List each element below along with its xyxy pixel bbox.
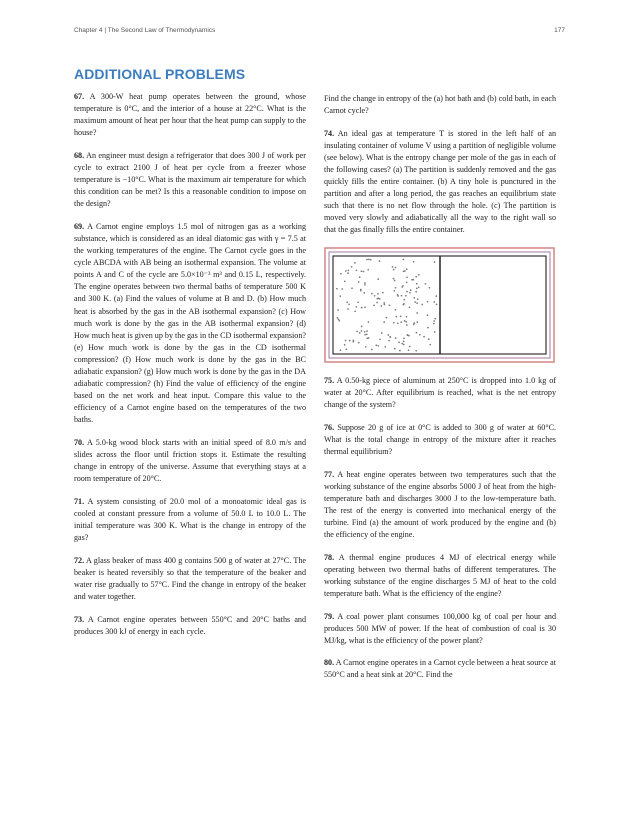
gas-molecule xyxy=(412,279,414,281)
problem-text: A heat engine operates between two temperatures such that the working substance of the engine absorbs 5000 J of heat from the high-temperature bath and discharges 3000 J to the low-temperature bath. The rest of the energy is converted into mechanical energy of the turbine. Find (a) the amount of work produced by the engine and (b) the efficiency of the engine. xyxy=(324,469,556,540)
gas-molecule xyxy=(416,321,418,323)
gas-molecule xyxy=(376,298,378,300)
problem-74 xyxy=(324,128,556,237)
gas-molecule xyxy=(413,261,415,263)
gas-molecule xyxy=(410,289,412,291)
gas-molecule xyxy=(434,261,436,263)
gas-molecule xyxy=(344,344,346,346)
gas-molecule xyxy=(397,322,399,324)
gas-molecule xyxy=(345,270,347,272)
problem-text: A glass beaker of mass 400 g contains 500 g of water at 27°C. The beaker is heated reversibly so that the temperature of the beaker and water rise gradually to 57°C. Find the change in entropy of the beaker and water together. xyxy=(74,555,306,601)
gas-molecule xyxy=(345,348,347,350)
gas-molecule xyxy=(393,322,395,324)
gas-molecule xyxy=(409,292,411,294)
gas-molecule xyxy=(408,349,410,351)
gas-molecule xyxy=(398,341,400,343)
gas-molecule xyxy=(434,331,436,333)
gas-molecule xyxy=(377,278,379,280)
gas-molecule xyxy=(403,304,405,306)
gas-molecule xyxy=(433,323,435,325)
gas-molecule xyxy=(415,291,417,293)
gas-molecule xyxy=(351,266,353,268)
gas-molecule xyxy=(347,308,349,310)
problem-number: 70. xyxy=(74,437,85,447)
gas-molecule xyxy=(404,320,406,322)
gas-molecule xyxy=(429,344,431,346)
gas-molecule xyxy=(356,306,358,308)
gas-molecule xyxy=(394,309,396,311)
gas-molecule xyxy=(383,302,385,304)
problem-number: 80. xyxy=(324,658,335,668)
gas-molecule xyxy=(395,337,397,339)
gas-molecule xyxy=(368,259,370,261)
gas-molecule xyxy=(382,292,384,294)
problem-text: A 0.50-kg piece of aluminum at 250°C is dropped into 1.0 kg of water at 20°C. After equilibrium is reached, what is the net entropy change of the system? xyxy=(324,376,556,410)
gas-molecule xyxy=(393,278,395,280)
gas-molecule xyxy=(365,346,367,348)
problem-72 xyxy=(74,555,306,603)
gas-molecule xyxy=(425,283,427,285)
gas-molecule xyxy=(352,341,354,343)
gas-molecule xyxy=(421,304,423,306)
problem-number: 71. xyxy=(74,496,85,506)
problem-76 xyxy=(324,422,556,458)
gas-molecule xyxy=(361,307,363,309)
gas-molecule xyxy=(354,310,356,312)
gas-molecule xyxy=(359,332,361,334)
problem-number: 72. xyxy=(74,555,85,565)
gas-molecule xyxy=(381,332,383,334)
gas-molecule xyxy=(357,301,359,303)
gas-molecule xyxy=(403,337,405,339)
gas-molecule xyxy=(406,291,408,293)
chapter-header: Chapter 4 | The Second Law of Thermodynamics xyxy=(74,27,216,34)
gas-molecule xyxy=(389,304,391,306)
gas-molecule xyxy=(348,304,350,306)
gas-molecule xyxy=(417,298,419,300)
right-column xyxy=(324,93,556,692)
problem-text: A system consisting of 20.0 mol of a monoatomic ideal gas is cooled at constant pressure from a volume of 50.0 L to 10.0 L. The initial temperature was 300 K. What is the change in entropy of the gas? xyxy=(74,496,306,543)
gas-molecule xyxy=(386,317,388,319)
problem-number: 67. xyxy=(74,92,85,101)
gas-molecule xyxy=(344,281,346,283)
gas-molecule xyxy=(364,306,366,308)
gas-molecule xyxy=(366,259,368,261)
gas-molecule xyxy=(379,339,381,341)
problem-71 xyxy=(74,496,306,544)
gas-molecule xyxy=(397,295,399,297)
gas-molecule xyxy=(384,346,386,348)
gas-molecule xyxy=(368,337,370,339)
problem-69 xyxy=(74,221,306,427)
gas-molecule xyxy=(416,288,418,290)
container-diagram xyxy=(324,247,555,363)
gas-molecule xyxy=(338,320,340,322)
gas-molecule xyxy=(346,301,348,303)
problem-80 xyxy=(324,657,556,681)
problem-text: A thermal engine produces 4 MJ of electrical energy while operating between two thermal baths of different temperatures. The working substance of the engine discharges 5 MJ of heat to the cold temperature bath. What is the efficiency of the engine? xyxy=(324,552,557,598)
gas-molecule xyxy=(367,269,369,271)
problem-number: 69. xyxy=(74,221,85,231)
gas-molecule xyxy=(416,302,418,304)
problem-68 xyxy=(74,150,306,210)
gas-molecule xyxy=(406,276,408,278)
gas-molecule xyxy=(433,320,435,322)
gas-molecule xyxy=(371,293,373,295)
container-partition-figure xyxy=(324,247,555,363)
gas-molecule xyxy=(363,271,365,273)
gas-molecule xyxy=(379,260,381,262)
gas-molecule xyxy=(371,349,373,351)
left-column xyxy=(74,91,306,648)
gas-molecule xyxy=(403,270,405,272)
gas-molecule xyxy=(403,299,405,301)
gas-molecule xyxy=(356,331,358,333)
gas-molecule xyxy=(356,269,358,271)
gas-molecule xyxy=(351,287,353,289)
gas-molecule xyxy=(403,344,405,346)
gas-molecule xyxy=(390,336,392,338)
gas-molecule xyxy=(336,288,338,290)
gas-molecule xyxy=(340,349,342,351)
gas-molecule xyxy=(434,318,436,320)
gas-molecule xyxy=(360,290,362,292)
gas-molecule xyxy=(376,302,378,304)
gas-molecule xyxy=(413,297,415,299)
gas-molecule xyxy=(379,298,381,300)
problem-number: 68. xyxy=(74,150,85,160)
gas-molecule xyxy=(383,321,385,323)
problem-text: A 300-W heat pump operates between the ground, whose temperature is 0°C, and the interior of a house at 22°C. What is the maximum amount of heat per hour that the heat pump can supply to the house? xyxy=(74,92,306,138)
gas-molecule xyxy=(435,295,437,297)
gas-molecule xyxy=(341,288,343,290)
gas-molecule xyxy=(340,273,342,275)
gas-molecule xyxy=(428,338,430,340)
gas-molecule xyxy=(337,309,339,311)
gas-molecule xyxy=(402,285,404,287)
problem-text: An engineer must design a refrigerator that does 300 J of work per cycle to extract 2100 J of heat per cycle from a freezer whose temperature is −10°C. What is the maximum air temperature for which this condition can be met? Is this a reasonable condition to impose on the design? xyxy=(74,150,306,209)
problem-78 xyxy=(324,552,556,600)
problem-77 xyxy=(324,469,556,542)
problem-number: 79. xyxy=(324,611,335,621)
gas-molecule xyxy=(401,295,403,297)
gas-molecule xyxy=(418,286,420,288)
gas-molecule xyxy=(347,272,349,274)
gas-molecule xyxy=(361,270,363,272)
problem-73 xyxy=(74,614,306,638)
gas-molecule xyxy=(388,340,390,342)
gas-molecule xyxy=(405,295,407,297)
gas-molecule xyxy=(419,334,421,336)
gas-molecule xyxy=(337,317,339,319)
gas-molecule xyxy=(392,266,394,268)
gas-molecule xyxy=(416,332,418,334)
gas-molecule xyxy=(403,259,405,261)
gas-molecule xyxy=(361,326,363,328)
gas-molecule xyxy=(433,301,435,303)
gas-molecule xyxy=(364,331,366,333)
gas-molecule xyxy=(396,316,398,318)
problem-70 xyxy=(74,437,306,485)
gas-molecule xyxy=(406,324,408,326)
gas-molecule xyxy=(374,295,376,297)
gas-molecule xyxy=(345,340,347,342)
gas-molecule xyxy=(405,321,407,323)
problem-number: 78. xyxy=(324,552,335,562)
gas-molecule xyxy=(400,321,402,323)
gas-molecule xyxy=(366,330,368,332)
gas-molecule xyxy=(423,336,425,338)
gas-molecule xyxy=(415,276,417,278)
gas-molecule xyxy=(380,305,382,307)
gas-molecule xyxy=(359,276,361,278)
problem-text: A Carnot engine employs 1.5 mol of nitrogen gas as a working substance, which is considered as an ideal diatomic gas with γ = 7.5 at the working temperatures of the engine. The Carnot cycle goes in the cycle ABCDA with AB being an isothermal expansion. The volume at points A and C of the cycle are 5.0×10⁻³ m³ and 0.15 L, respectively. The engine operates between two thermal baths of temperature 500 K and 300 K. (a) Find the values of volume at B and D. (b) How much heat is absorbed by the gas in the AB isothermal expansion? (c) How much work is done by the gas in the AB isothermal expansion? (d) How much heat is given up by the gas in the CD isothermal expansion? (e) How much work is done by the gas in the CD isothermal compression? (f) How much work is done by the gas in the BC adiabatic expansion? (g) How much work is done by the gas in the DA adiabatic compression? (h) Find the value of efficiency of the engine based on the net work and heat input. Compare this value to the efficiency of a Carnot engine based on the temperatures of the two baths. xyxy=(74,221,306,425)
gas-molecule xyxy=(399,350,401,352)
problem-number: 75. xyxy=(324,376,335,386)
gas-molecule xyxy=(406,316,408,318)
gas-molecule xyxy=(427,327,429,329)
problem-number: 77. xyxy=(324,469,335,479)
gas-molecule xyxy=(393,269,395,271)
gas-molecule xyxy=(416,312,418,314)
problem-text: A Carnot engine operates in a Carnot cycle between a heat source at 550°C and a heat sink at 20°C. Find the xyxy=(324,658,557,680)
problem-text: Suppose 20 g of ice at 0°C is added to 300 g of water at 60°C. What is the total change in entropy of the mixture after it reaches thermal equilibrium? xyxy=(324,422,557,456)
problem-79 xyxy=(324,611,556,647)
gas-molecule xyxy=(413,322,415,324)
problem-text: A 5.0-kg wood block starts with an initial speed of 8.0 m/s and slides across the floor until friction stops it. Estimate the resulting change in entropy of the universe. Assume that everything stays at a room temperature of 20°C. xyxy=(74,437,306,484)
gas-molecule xyxy=(377,293,379,295)
gas-molecule xyxy=(416,283,418,285)
section-title: ADDITIONAL PROBLEMS xyxy=(74,66,246,82)
gas-molecule xyxy=(394,348,396,350)
gas-molecule xyxy=(358,342,360,344)
gas-molecule xyxy=(395,287,397,289)
gas-molecule xyxy=(427,314,429,316)
gas-molecule xyxy=(373,305,375,307)
gas-molecule xyxy=(364,282,366,284)
gas-molecule xyxy=(364,334,366,336)
gas-molecule xyxy=(406,282,408,284)
gas-molecule xyxy=(409,307,411,309)
gas-molecule xyxy=(349,340,351,342)
gas-molecule xyxy=(400,316,402,318)
gas-molecule xyxy=(415,350,417,352)
problem-text: An ideal gas at temperature T is stored in the left half of an insulating container of volume V using a partition of negligible volume (see below). What is the entropy change per mole of the gas in each of the following cases? (a) The partition is suddenly removed and the gas quickly fills the entire container. (b) A tiny hole is punctured in the partition and after a long period, the gas reaches an equilibrium state such that there is no net flow through the hole. (c) The partition is moved very slowly and adiabatically all the way to the right wall so that the gas finally fills the entire container. xyxy=(324,128,556,235)
gas-molecule xyxy=(436,303,438,305)
page-number: 177 xyxy=(554,27,565,34)
gas-molecule xyxy=(401,343,403,345)
problem-number: 76. xyxy=(324,422,335,432)
gas-molecule xyxy=(361,330,363,332)
gas-molecule xyxy=(409,346,411,348)
gas-molecule xyxy=(395,267,397,269)
gas-molecule xyxy=(363,292,365,294)
gas-molecule xyxy=(358,281,360,283)
gas-molecule xyxy=(370,259,372,261)
gas-molecule xyxy=(366,333,368,335)
gas-molecule xyxy=(383,304,385,306)
gas-molecule xyxy=(427,301,429,303)
gas-molecule xyxy=(406,268,408,270)
gas-molecule xyxy=(347,270,349,272)
gas-molecule xyxy=(429,287,431,289)
gas-molecule xyxy=(408,335,410,337)
gas-molecule xyxy=(403,341,405,343)
gas-molecule xyxy=(393,290,395,292)
problem-text: A coal power plant consumes 100,000 kg of coal per hour and produces 500 MW of power. If the heat of combustion of coal is 30 MJ/kg, what is the efficiency of the power plant? xyxy=(324,611,557,645)
gas-molecule xyxy=(414,301,416,303)
gas-molecule xyxy=(339,295,341,297)
gas-molecule xyxy=(418,274,420,276)
problem-75 xyxy=(324,375,556,411)
gas-molecule xyxy=(354,262,356,264)
problem-73-continued: Find the change in entropy of the (a) hot bath and (b) cold bath, in each Carnot cycle? xyxy=(324,94,556,116)
problem-67 xyxy=(74,91,306,139)
problem-number: 74. xyxy=(324,128,335,138)
gas-molecule xyxy=(368,321,370,323)
problem-number: 73. xyxy=(74,614,85,624)
gas-molecule xyxy=(394,280,396,282)
problem-text: A Carnot engine operates between 550°C and 20°C baths and produces 300 kJ of energy in each cycle. xyxy=(74,614,306,636)
gas-molecule xyxy=(375,344,377,346)
gas-molecule xyxy=(364,284,366,286)
gas-molecule xyxy=(387,334,389,336)
gas-molecule xyxy=(377,345,379,347)
